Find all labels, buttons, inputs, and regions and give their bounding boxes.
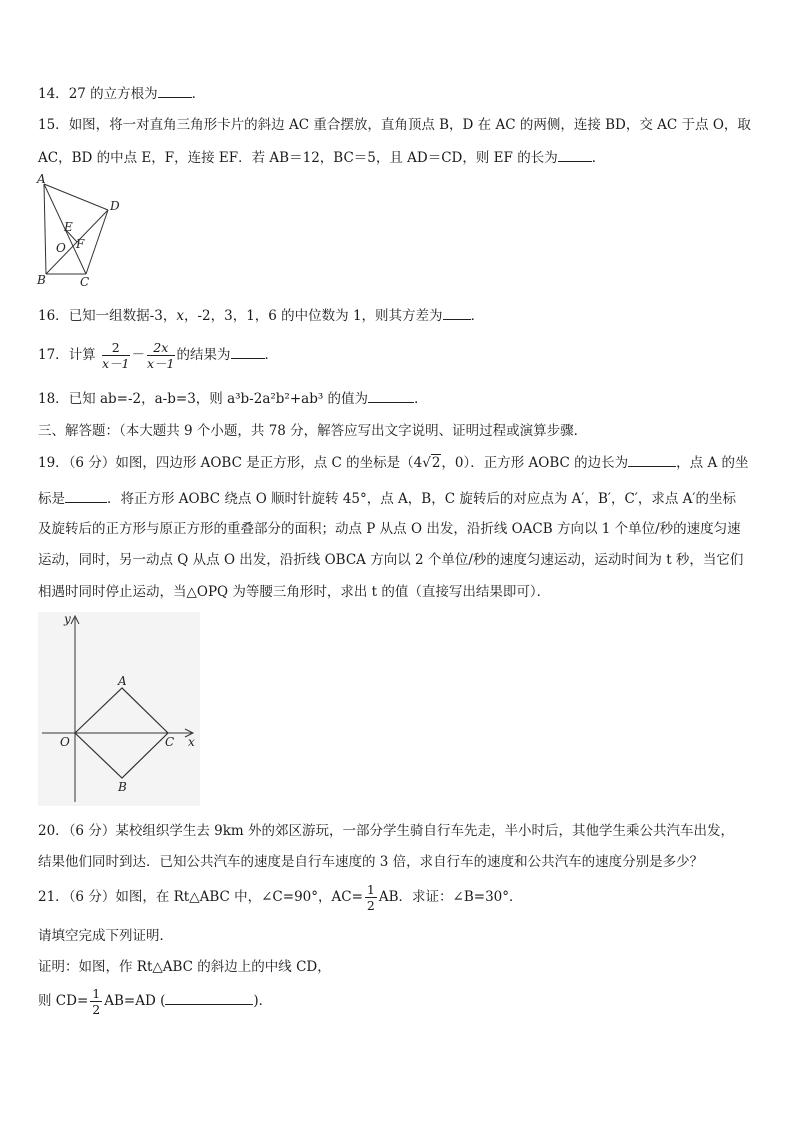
question-21-proof-1: 证明：如图，作 Rt△ABC 的斜边上的中线 CD， <box>38 959 331 975</box>
label-C: C <box>165 735 175 749</box>
answer-blank[interactable] <box>558 148 592 162</box>
question-text: 如图，将一对直角三角形卡片的斜边 AC 重合摆放，直角顶点 B，D 在 AC 的两侧，连接 BD，交 AC 于点 O，取 <box>68 117 751 133</box>
question-number: 18． <box>38 391 69 407</box>
fraction-2: $\frac{2x}{x-1}$ <box>147 340 175 371</box>
question-number: 20． <box>38 823 69 839</box>
label-E: E <box>64 220 73 234</box>
question-number: 17． <box>38 347 69 363</box>
question-20-line-2: 结果他们同时到达．已知公共汽车的速度是自行车速度的 3 倍，求自行车的速度和公共汽车的速度分别是多少？ <box>38 854 704 870</box>
question-19-line-3: 及旋转后的正方形与原正方形的重叠部分的面积；动点 P 从点 O 出发，沿折线 OACB 方向以 1 个单位/秒的速度匀速 <box>38 521 741 537</box>
answer-blank[interactable] <box>165 991 253 1005</box>
segment-AB <box>44 184 46 274</box>
question-number: 21． <box>38 889 69 905</box>
question-18: 18．已知 ab=-2，a-b=3，则 a³b-2a²b²+ab³ 的值为 ． <box>38 391 428 407</box>
fraction-1: $\frac{2}{x-1}$ <box>101 340 130 371</box>
label-A: A <box>37 172 46 186</box>
question-19-line-1: 19．（6 分）如图，四边形 AOBC 是正方形，点 C 的坐标是（4√2，0）．正方形 AOBC 的边长为 ，点 A 的坐 <box>38 455 749 471</box>
label-F: F <box>76 237 85 251</box>
question-number: 15． <box>38 117 69 133</box>
label-x: x <box>188 735 195 749</box>
label-B: B <box>118 780 127 794</box>
question-number: 16． <box>38 308 69 324</box>
label-A: A <box>118 674 127 688</box>
label-B: B <box>37 273 46 287</box>
answer-blank[interactable] <box>443 306 471 320</box>
section-3-header: 三、解答题：（本大题共 9 个小题，共 78 分，解答应写出文字说明、证明过程或演算步骤． <box>38 423 588 439</box>
segment-DC <box>86 210 108 274</box>
question-21-proof-2: 则 CD= $\frac{1}{2}$ AB=AD ( )． <box>38 986 273 1017</box>
question-19-line-4: 运动，同时，另一动点 Q 从点 O 出发，沿折线 OBCA 方向以 2 个单位/秒的速度匀速运动，运动时间为 t 秒，当它们 <box>38 552 744 568</box>
question-21-instruction: 请填空完成下列证明． <box>38 928 173 944</box>
question-20-line-1: 20．（6 分）某校组织学生去 9km 外的郊区游玩，一部分学生骑自行车先走，半小时后，其他学生乘公共汽车出发， <box>38 823 734 839</box>
segment-AD <box>44 184 108 210</box>
answer-blank[interactable] <box>158 84 192 98</box>
question-text: AC，BD 的中点 E，F，连接 EF．若 AB＝12，BC＝5，且 AD＝CD，则 EF 的长为 <box>38 150 558 166</box>
label-O: O <box>60 735 70 749</box>
question-14: 14．27 的立方根为 ． <box>38 86 206 102</box>
label-y: y <box>64 612 71 626</box>
q19-coordinate-figure <box>38 612 200 806</box>
sqrt-symbol: √ <box>422 455 431 471</box>
answer-blank[interactable] <box>368 389 414 403</box>
question-15-line-1 <box>38 116 751 134</box>
label-D: D <box>110 199 120 213</box>
question-text: 27 的立方根为 <box>68 86 158 102</box>
fraction-half: $\frac{1}{2}$ <box>366 882 375 913</box>
fraction-half: $\frac{1}{2}$ <box>92 986 101 1017</box>
answer-blank[interactable] <box>65 489 107 503</box>
q15-figure <box>36 172 122 290</box>
question-number: 19． <box>38 455 69 471</box>
question-19-line-2: 标是 ．将正方形 AOBC 绕点 O 顺时针旋转 45°，点 A，B，C 旋转后的对应点为 A′，B′，C′，求点 A′的坐标 <box>38 491 736 507</box>
answer-blank[interactable] <box>231 345 265 359</box>
label-C: C <box>80 275 90 289</box>
question-16: 16．已知一组数据-3，x，-2，3，1，6 的中位数为 1，则其方差为 ． <box>38 308 485 324</box>
question-19-line-5: 相遇时同时停止运动，当△OPQ 为等腰三角形时，求出 t 的值（直接写出结果即可）． <box>38 584 551 600</box>
question-21: 21．（6 分）如图，在 Rt△ABC 中，∠C=90°，AC= $\frac{1}{2}$ AB．求证：∠B=30°． <box>38 882 523 913</box>
question-15-line-2: AC，BD 的中点 E，F，连接 EF．若 AB＝12，BC＝5，且 AD＝CD，则 EF 的长为 ． <box>38 150 606 166</box>
answer-blank[interactable] <box>628 453 676 467</box>
question-number: 14． <box>38 86 69 102</box>
label-O: O <box>56 241 66 255</box>
question-17: 17．计算 $\frac{2}{x-1}$ － $\frac{2x}{x-1}$ 的结果为 ． <box>38 340 279 371</box>
